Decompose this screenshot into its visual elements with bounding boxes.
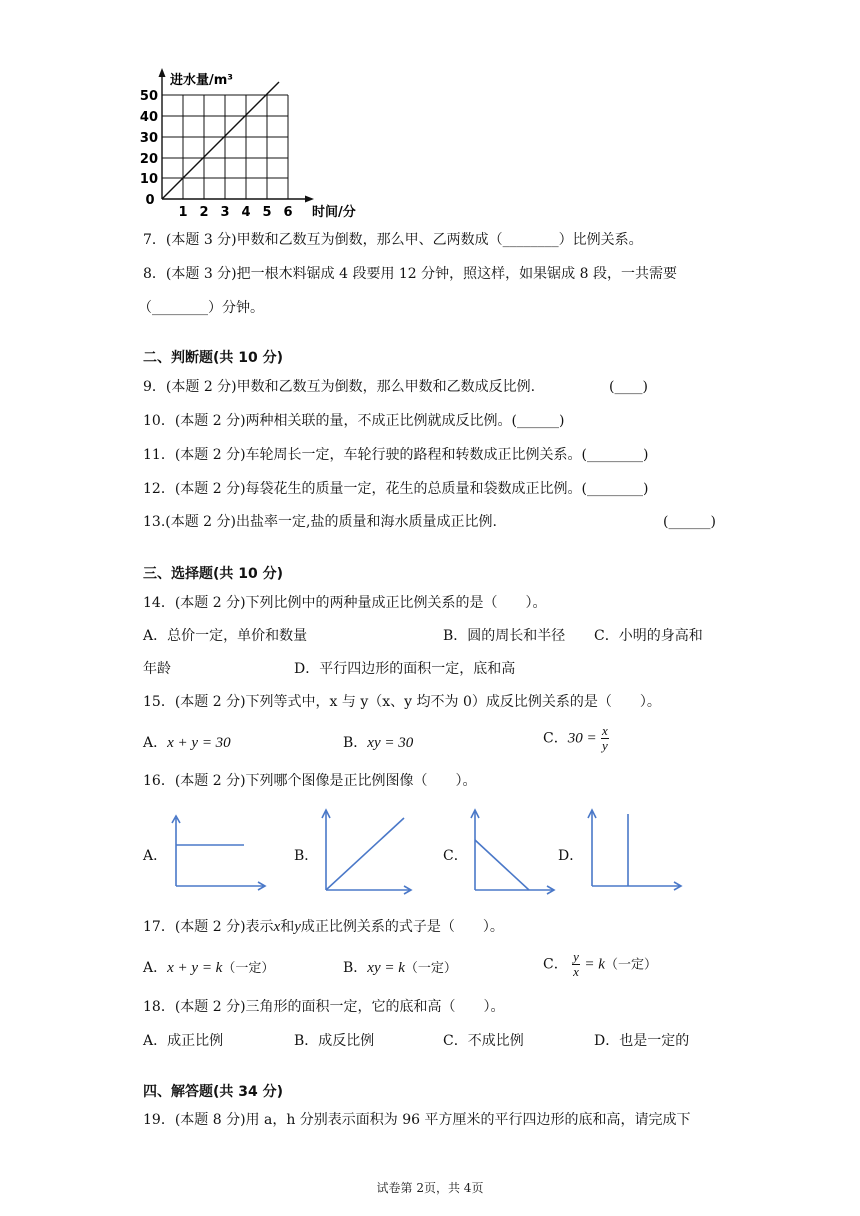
equation: x + y = 30 bbox=[167, 735, 231, 751]
y-tick-label: 10 bbox=[140, 172, 158, 187]
question-18: 18．(本题 2 分)三角形的面积一定，它的底和高（ ）。 bbox=[143, 999, 505, 1015]
question-16: 16．(本题 2 分)下列哪个图像是正比例图像（ ）。 bbox=[143, 773, 477, 789]
question-15-option-a[interactable] bbox=[143, 733, 231, 753]
question-16-option-d-label[interactable]: D． bbox=[558, 848, 584, 864]
option-label: A． bbox=[143, 735, 168, 751]
question-16-graph-a[interactable] bbox=[168, 812, 268, 894]
x-axis-arrow bbox=[305, 196, 314, 203]
option-label: B． bbox=[343, 735, 368, 751]
question-18-option-b[interactable]: B．成反比例 bbox=[294, 1033, 375, 1049]
question-10: 10．(本题 2 分)两种相关联的量，不成正比例就成反比例。(______) bbox=[143, 413, 565, 429]
question-16-graph-d[interactable] bbox=[584, 806, 684, 896]
question-16-option-a-label[interactable]: A． bbox=[143, 848, 168, 864]
fraction bbox=[601, 724, 609, 753]
variable-x: x bbox=[273, 919, 281, 935]
question-8-line-2: （________）分钟。 bbox=[138, 300, 264, 316]
equation: xy = k bbox=[367, 960, 405, 976]
x-tick-label: 3 bbox=[220, 205, 230, 220]
page-footer: 试卷第 2页，共 4页 bbox=[376, 1181, 484, 1195]
note: （一定） bbox=[604, 957, 657, 973]
section-4-heading: 四、解答题(共 34 分) bbox=[143, 1084, 284, 1100]
y-axis-label: 进水量/m³ bbox=[170, 73, 233, 88]
question-17-text: 成正比例关系的式子是（ ）。 bbox=[300, 919, 504, 935]
question-14-option-b[interactable]: B．圆的周长和半径 bbox=[443, 628, 566, 644]
question-9: 9．(本题 2 分)甲数和乙数互为倒数，那么甲数和乙数成反比例. bbox=[143, 379, 536, 395]
question-14: 14．(本题 2 分)下列比例中的两种量成正比例关系的是（ ）。 bbox=[143, 595, 547, 611]
option-label: A． bbox=[143, 960, 168, 976]
question-15-option-b[interactable] bbox=[343, 733, 413, 753]
question-17-option-a[interactable] bbox=[143, 958, 274, 979]
x-tick-label: 2 bbox=[199, 205, 209, 220]
origin-label: 0 bbox=[145, 193, 155, 208]
question-11: 11．(本题 2 分)车轮周长一定，车轮行驶的路程和转数成正比例关系。(________) bbox=[143, 447, 649, 463]
question-17 bbox=[143, 917, 504, 937]
option-label: C． bbox=[543, 730, 568, 747]
option-label: B． bbox=[343, 960, 368, 976]
question-17-text: 17．(本题 2 分)表示 bbox=[143, 919, 274, 935]
fraction bbox=[572, 950, 580, 979]
question-8-line-1: 8．(本题 3 分)把一根木料锯成 4 段要用 12 分钟，照这样，如果锯成 8 段，一共需要 bbox=[143, 266, 677, 282]
y-tick-label: 30 bbox=[140, 131, 158, 146]
question-7: 7．(本题 3 分)甲数和乙数互为倒数，那么甲、乙两数成（________）比例关系。 bbox=[143, 232, 643, 248]
y-tick-label: 50 bbox=[140, 89, 158, 104]
question-16-graph-b[interactable] bbox=[318, 806, 414, 896]
question-13-answer-blank[interactable]: (______) bbox=[663, 514, 716, 530]
numerator: x bbox=[602, 723, 608, 738]
x-tick-label: 4 bbox=[241, 205, 251, 220]
y-axis-arrow bbox=[159, 68, 166, 77]
equation-rhs: = k bbox=[584, 956, 605, 973]
question-12: 12．(本题 2 分)每袋花生的质量一定，花生的总质量和袋数成正比例。(________) bbox=[143, 481, 649, 497]
equation: xy = 30 bbox=[367, 735, 414, 751]
question-18-option-c[interactable]: C．不成比例 bbox=[443, 1033, 524, 1049]
equation-lhs: 30 = bbox=[567, 730, 597, 747]
x-axis-label: 时间/分 bbox=[312, 205, 356, 220]
question-15-option-c[interactable] bbox=[543, 724, 609, 753]
question-9-answer-blank[interactable]: (____) bbox=[609, 379, 648, 395]
x-tick-label: 6 bbox=[283, 205, 293, 220]
section-2-heading: 二、判断题(共 10 分) bbox=[143, 350, 284, 366]
y-tick-label: 40 bbox=[140, 110, 158, 125]
question-19: 19．(本题 8 分)用 a，h 分别表示面积为 96 平方厘米的平行四边形的底和高，请完成下 bbox=[143, 1112, 691, 1128]
question-14-option-c[interactable]: C．小明的身高和 bbox=[594, 628, 703, 644]
question-17-text: 和 bbox=[280, 919, 295, 935]
variable-y: y bbox=[294, 919, 301, 935]
question-16-graph-c[interactable] bbox=[467, 806, 557, 896]
question-14-option-a[interactable]: A．总价一定，单价和数量 bbox=[143, 628, 308, 644]
equation: x + y = k bbox=[167, 960, 223, 976]
note: （一定） bbox=[222, 961, 275, 976]
question-14-option-c-continued: 年龄 bbox=[143, 661, 171, 677]
denominator: x bbox=[573, 964, 579, 979]
question-15: 15．(本题 2 分)下列等式中，x 与 y（x、y 均不为 0）成反比例关系的是（ ）。 bbox=[143, 694, 661, 710]
option-label: C． bbox=[543, 956, 568, 973]
question-18-option-d[interactable]: D．也是一定的 bbox=[594, 1033, 690, 1049]
question-17-option-c[interactable] bbox=[543, 950, 657, 979]
y-tick-label: 20 bbox=[140, 152, 158, 167]
x-tick-label: 5 bbox=[262, 205, 272, 220]
denominator: y bbox=[602, 738, 608, 753]
question-13: 13.(本题 2 分)出盐率一定,盐的质量和海水质量成正比例. bbox=[143, 514, 497, 530]
note: （一定） bbox=[404, 961, 457, 976]
question-16-option-c-label[interactable]: C． bbox=[443, 848, 468, 864]
question-18-option-a[interactable]: A．成正比例 bbox=[143, 1033, 224, 1049]
question-14-option-d[interactable]: D．平行四边形的面积一定，底和高 bbox=[294, 661, 516, 677]
inflow-line bbox=[162, 82, 279, 199]
question-16-option-b-label[interactable]: B． bbox=[294, 848, 319, 864]
graph-grid bbox=[162, 95, 288, 199]
water-inflow-graph bbox=[140, 66, 360, 226]
x-tick-label: 1 bbox=[178, 205, 188, 220]
section-3-heading: 三、选择题(共 10 分) bbox=[143, 566, 284, 582]
numerator: y bbox=[573, 949, 579, 964]
question-17-option-b[interactable] bbox=[343, 958, 457, 979]
